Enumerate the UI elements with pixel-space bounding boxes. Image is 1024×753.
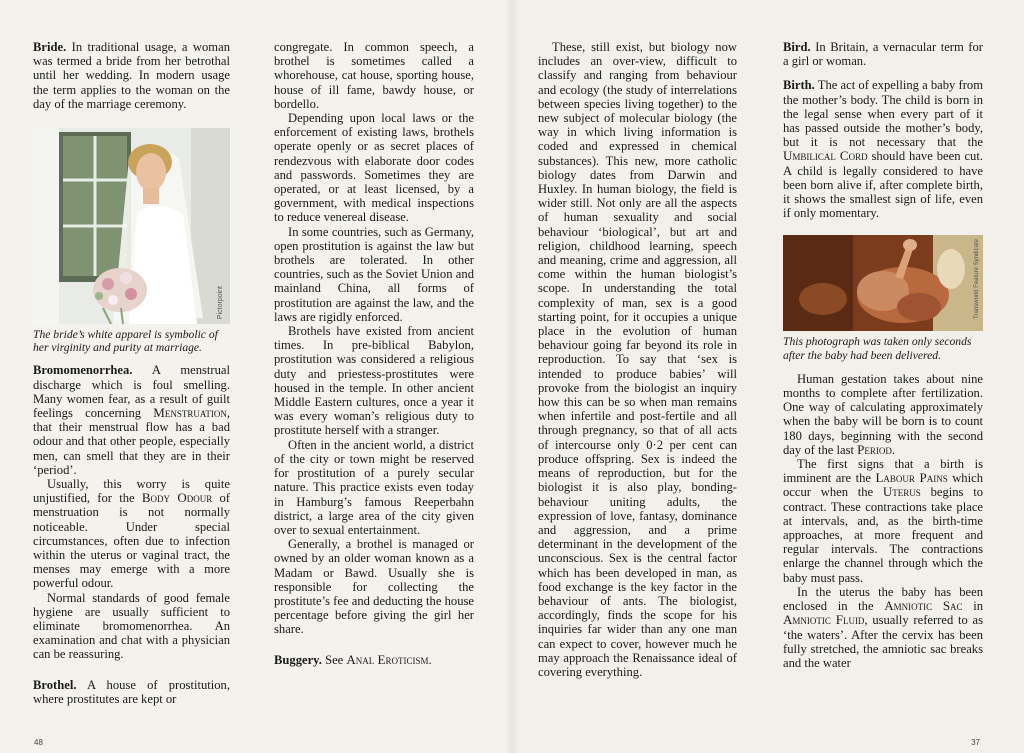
usually-text-1: Usually, this worry is quite unjustified, for the — [33, 477, 230, 506]
birth-text-1: The act of expelling a baby from the mother’s body. The child is born in the legal sense when every part of it has passed outside the mother’s body, but it is not necessary that the — [783, 78, 983, 150]
column-4 — [783, 40, 983, 670]
signs-text-2: which occur when the — [783, 471, 983, 500]
bromo-normal: Normal standards of good female hygiene are usually sufficient to eliminate bromomenorrhea. An examination and chat with a physician can be reassuring. — [33, 590, 230, 662]
headword-buggery: Buggery. — [274, 652, 322, 667]
brothel-p4: Brothels have existed from ancient times. In pre-biblical Babylon, prostitution was considered a religious duty and priestess-prostitutes were housed in the temple. In other ancient Middle Eastern cultures, once a year it was every woman’s religious duty to prostitute herself with a stranger. — [274, 324, 474, 438]
entry-bride-text: In traditional usage, a woman was termed a bride from her betrothal until her wedding. In modern usage the term applies to the woman on the day of the marriage ceremony. — [33, 40, 230, 111]
entry-bird-text: In Britain, a vernacular term for a girl or woman. — [783, 40, 983, 69]
headword-brothel: Brothel. — [33, 677, 77, 692]
buggery-text-2: . — [428, 652, 432, 667]
cross-ref-anal-eroticism: Anal Eroticism — [346, 651, 429, 667]
birth-uterus — [783, 585, 983, 670]
right-page — [512, 0, 1024, 753]
brothel-p1: congregate. In common speech, a brothel is sometimes called a whorehouse, cat house, sporting house, house of ill fame, bawdy house, or bordello. — [274, 40, 474, 111]
column-1 — [33, 40, 230, 706]
bromo-text-1: A menstrual discharge which is foul smelling. Many women fear, as a result of guilt feelings concerning — [33, 363, 230, 421]
right-page-number: 37 — [971, 738, 980, 747]
cross-ref-labour-pains: Labour Pains — [875, 470, 948, 486]
brothel-p2: Depending upon local laws or the enforcement of existing laws, brothels operate openly or as secret places of rendezvous with elaborate door codes and passwords. Sometimes they are operated, or at least licensed, by a government, with medical inspections to reduce venereal disease. — [274, 111, 474, 225]
entry-brothel — [33, 678, 230, 706]
left-page-number: 48 — [34, 738, 43, 747]
cross-ref-body-odour: Body Odour — [141, 490, 213, 506]
entry-bride — [33, 40, 230, 111]
headword-bird: Bird. — [783, 40, 811, 54]
birth-text-2: should have been cut. A child is legally considered to have been born alive if, after complete birth, it shows the smallest sign of life, even if only momentary. — [783, 149, 983, 221]
bride-photo-image — [33, 128, 230, 324]
gestation-text-1: Human gestation takes about nine months to complete after fertilization. One way of calculating approximately when the baby will be born is to count 180 days, beginning with the second day of the last — [783, 371, 983, 457]
cross-ref-amniotic-sac: Amniotic Sac — [884, 598, 963, 614]
cross-ref-period: Period — [857, 441, 892, 457]
gestation-text-2: . — [891, 442, 896, 457]
brothel-p5: Often in the ancient world, a district of the city or town might be reserved for prostitution of a purely secular nature. This practice exists even today in Hamburg’s famous Reeperbahn district, a large area of the city given over to sexual entertainment. — [274, 437, 474, 537]
entry-birth — [783, 78, 983, 220]
brothel-p3: In some countries, such as Germany, open prostitution is against the law but brothels are tolerated. In other countries, such as the Soviet Union and mainland China, all forms of prostitution are against the law, and the laws are rigidly enforced. — [274, 224, 474, 324]
bromo-text-2: , that their menstrual flow has a bad odour and that other people, especially men, can smell that they are in their ‘period’. — [33, 406, 230, 477]
biology-text: These, still exist, but biology now includes an over-view, difficult to classify and ranging from behaviour and ecology (the study of interrelations between species living together) to the new subject of molecular biology (the way in which living information is coded and expressed in chemical substances). This new, more catholic biology dates from Darwin and Huxley. In human biology, the field is wider still. Not only are all the aspects of human sexuality and social behaviour ‘biological’, but art and religion, childhood learning, speech and meaning, crime and aggression, all come within the human biologist’s scope. In understanding the total complexity of man, sex is a good starting point, for it occupies a unique place in the evolution of human behaviour going far beyond its role in reproduction. To say that ‘sex is intended to produce babies’ will provoke from the biologist an inquiry how this can be so when man remains when infertile and post-fertile and all through pregnancy, so that of all acts of intercourse only 0·2 per cent can produce offspring. Sex is indeed the means of reproduction, but for the biologist it is also play, bonding-behaviour uniting adults, the expression of love, fantasy, dominance and aggression, and a prime determinant in the development of the unconscious. Sex is the central factor which has been developed in man, as food exchange is the key factor in the behaviour of ants. The biologist, accordingly, finds the scope for his inquiries far wider than any one man can expect to cover, however much he may approach the Renaissance ideal of covering everything. — [538, 40, 737, 679]
page-gutter — [505, 0, 519, 753]
entry-brothel-text: A house of prostitution, where prostitutes are kept or — [33, 677, 230, 706]
cross-ref-menstruation: Menstruation — [153, 405, 227, 421]
newborn-photo — [783, 235, 983, 331]
birth-signs — [783, 457, 983, 585]
uterus-text-1: In the uterus the baby has been enclosed in the — [783, 584, 983, 614]
uterus-text-3: , usually referred to as ‘the waters’. After the cervix has been fully stretched, the amniotic sac breaks and the water — [783, 613, 983, 670]
cross-ref-uterus: Uterus — [882, 484, 921, 500]
newborn-photo-caption: This photograph was taken only seconds after the baby had been delivered. — [783, 335, 972, 362]
uterus-text-2: in — [962, 599, 984, 614]
signs-text-3: begins to contract. These contractions take place at intervals, and, as the birth-time approaches, at more frequent and regular intervals. The contractions enlarge the channel through which the baby must pass. — [783, 485, 983, 585]
headword-bromomenorrhea: Bromomenorrhea. — [33, 363, 133, 378]
brothel-p6: Generally, a brothel is managed or owned by an older woman known as a Madam or Bawd. Usually she is responsible for collecting the prostitute’s fee and deducting the house percentage before giving the girl her share. — [274, 537, 474, 637]
buggery-text-1: See — [321, 652, 347, 667]
usually-text-2: of menstruation is not normally noticeable. Under special circumstances, often due to infection within the uterus or vaginal tract, the menses may emerge with a more powerful odour. — [33, 491, 231, 591]
bride-photo-credit: Pictorpoint — [216, 286, 224, 320]
signs-text-1: The first signs that a birth is imminent are the — [783, 457, 983, 486]
cross-ref-umbilical-cord: Umbilical Cord — [783, 148, 868, 164]
bride-photo-caption: The bride’s white apparel is symbolic of her virginity and purity at marriage. — [33, 328, 218, 355]
column-3 — [538, 40, 737, 679]
headword-birth: Birth. — [783, 78, 815, 93]
bride-photo — [33, 128, 230, 324]
cross-ref-amniotic-fluid: Amniotic Fluid — [783, 612, 865, 628]
entry-bird — [783, 40, 983, 68]
newborn-photo-credit: Transworld Feature Syndicate — [973, 239, 980, 320]
newborn-photo-image — [783, 235, 983, 331]
entry-bromomenorrhea — [33, 363, 230, 477]
headword-bride: Bride. — [33, 40, 67, 54]
bromo-usually — [33, 477, 230, 591]
birth-gestation — [783, 372, 983, 457]
entry-buggery — [274, 653, 474, 667]
column-2 — [274, 40, 474, 667]
